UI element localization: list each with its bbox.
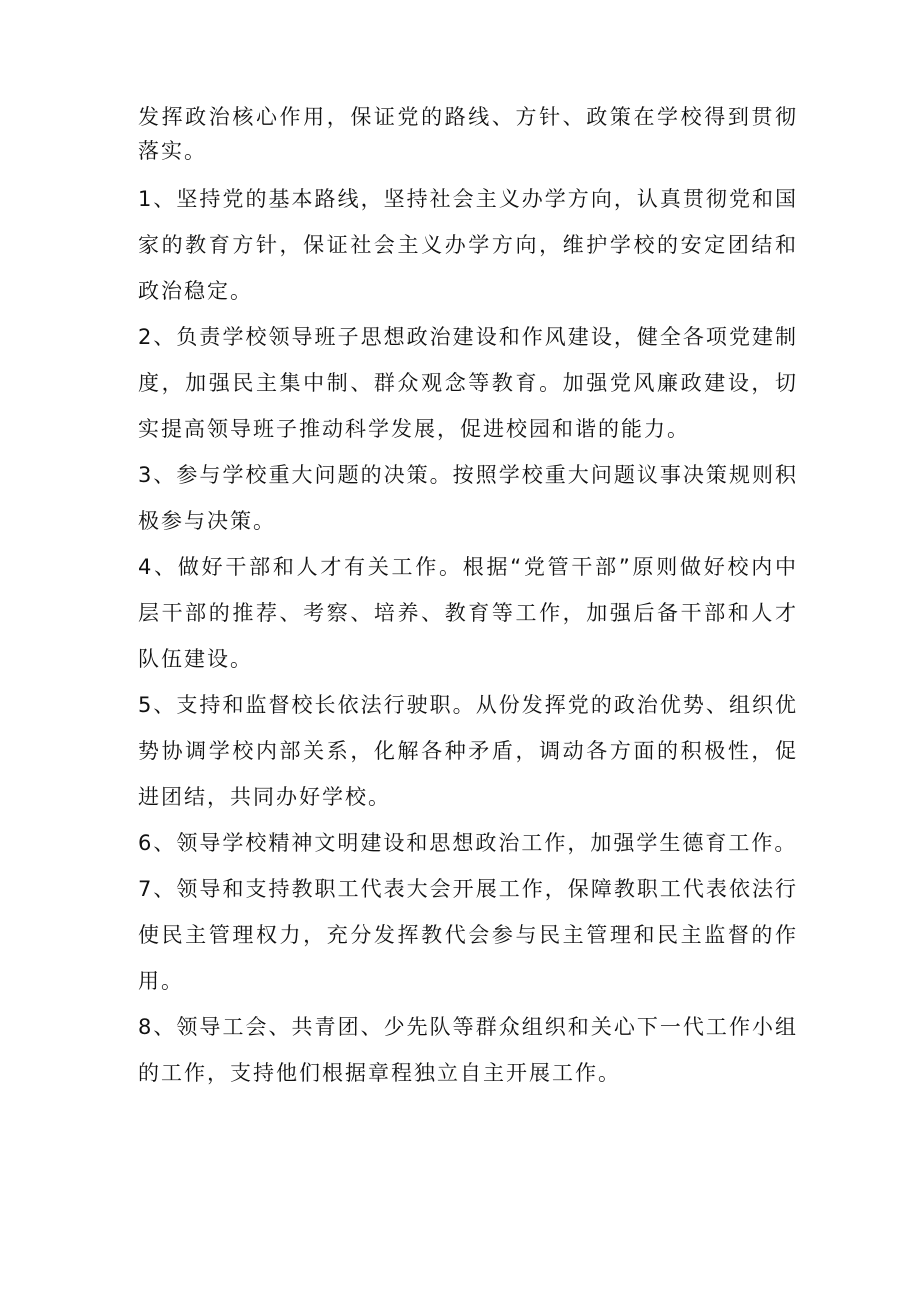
paragraph-intro: 发挥政治核心作用，保证党的路线、方针、政策在学校得到贯彻落实。 — [138, 105, 798, 163]
paragraph-item-7: 7、领导和支持教职工代表大会开展工作，保障教职工代表依法行使民主管理权力，充分发挥教代会参与民主管理和民主监督的作用。 — [138, 877, 798, 993]
paragraph-item-5: 5、支持和监督校长依法行驶职。从份发挥党的政治优势、组织优势协调学校内部关系，化解各种矛盾，调动各方面的积极性，促进团结，共同办好学校。 — [138, 693, 798, 809]
paragraph-item-6: 6、领导学校精神文明建设和思想政治工作，加强学生德育工作。 — [138, 831, 798, 855]
paragraph-item-1: 1、坚持党的基本路线，坚持社会主义办学方向，认真贯彻党和国家的教育方针，保证社会主义办学方向，维护学校的安定团结和政治稳定。 — [138, 187, 798, 303]
document-body — [138, 100, 798, 1096]
paragraph-item-2: 2、负责学校领导班子思想政治建设和作风建设，健全各项党建制度，加强民主集中制、群众观念等教育。加强党风廉政建设，切实提高领导班子推动科学发展，促进校园和谐的能力。 — [138, 325, 798, 441]
paragraph-item-4: 4、做好干部和人才有关工作。根据“党管干部”原则做好校内中层干部的推荐、考察、培养、教育等工作，加强后备干部和人才队伍建设。 — [138, 555, 798, 671]
paragraph-item-8: 8、领导工会、共青团、少先队等群众组织和关心下一代工作小组的工作，支持他们根据章程独立自主开展工作。 — [138, 1015, 798, 1085]
paragraph-item-3: 3、参与学校重大问题的决策。按照学校重大问题议事决策规则积极参与决策。 — [138, 463, 798, 533]
